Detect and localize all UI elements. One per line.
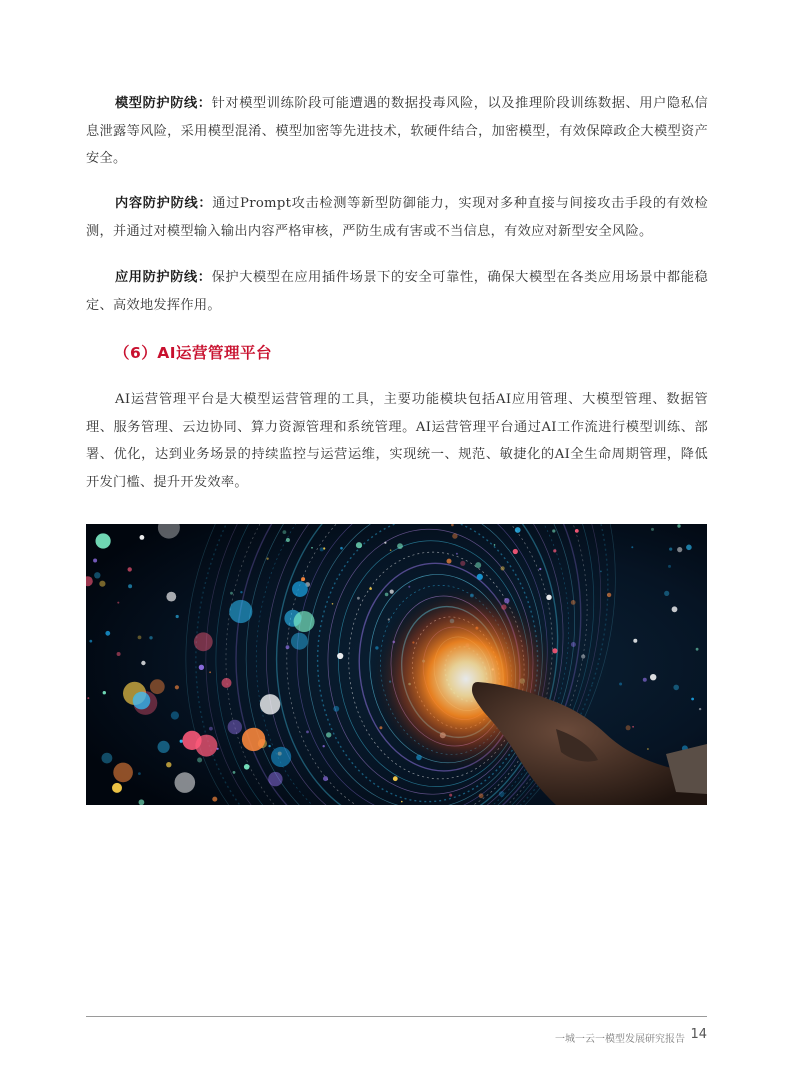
footer-report-title: 一城一云一模型发展研究报告: [555, 1034, 685, 1045]
paragraph-model-defense: [86, 90, 708, 173]
paragraph-text: 通过Prompt攻击检测等新型防御能力，实现对多种直接与间接攻击手段的有效检测，并通过对模型输入输出内容严格审核，严防生成有害或不当信息，有效应对新型安全风险。: [86, 196, 708, 239]
section-body: AI运营管理平台是大模型运营管理的工具，主要功能模块包括AI应用管理、大模型管理、数据管理、服务管理、云边协同、算力资源管理和系统管理。AI运营管理平台通过AI工作流进行模型训练、部署、优化，达到业务场景的持续监控与运营运维，实现统一、规范、敏捷化的AI全生命周期管理，降低开发门槛、提升开发效率。: [86, 392, 708, 490]
paragraph-lead: 模型防护防线：: [115, 96, 212, 111]
paragraph-text: 保护大模型在应用插件场景下的安全可靠性，确保大模型在各类应用场景中都能稳定、高效地发挥作用。: [86, 270, 708, 313]
page-number: 14: [690, 1027, 707, 1042]
paragraph-lead: 内容防护防线：: [115, 196, 213, 211]
hero-illustration: [86, 524, 707, 805]
paragraph-lead: 应用防护防线：: [115, 270, 212, 285]
paragraph-application-defense: [86, 264, 708, 319]
footer-rule: [86, 1016, 707, 1017]
paragraph-content-defense: [86, 190, 708, 245]
section-heading: （6）AI运营管理平台: [114, 344, 273, 362]
particle-vortex-icon: [86, 524, 707, 805]
paragraph-text: 针对模型训练阶段可能遭遇的数据投毒风险，以及推理阶段训练数据、用户隐私信息泄露等风险，采用模型混淆、模型加密等先进技术，软硬件结合，加密模型，有效保障政企大模型资产安全。: [86, 96, 708, 166]
